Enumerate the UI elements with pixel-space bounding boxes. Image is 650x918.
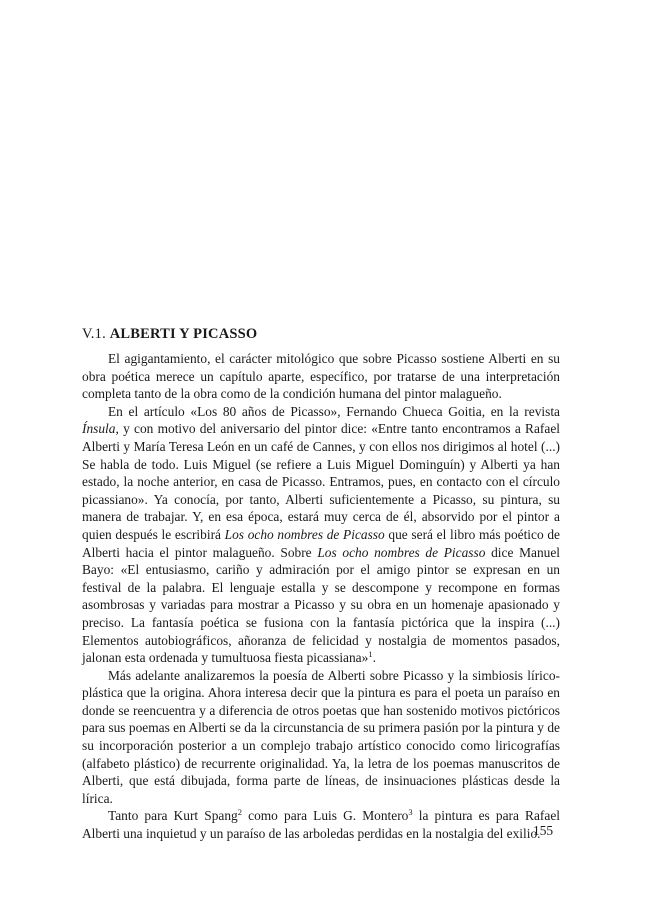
section-number: V.1. [82,326,106,342]
paragraph-2-text-e: que será el libro más poético de Alberti hacia el pintor malagueño. Sobre [82,526,560,560]
paragraph-4 [82,807,560,842]
footnote-marker: 1 [368,649,373,660]
body-text [82,350,560,843]
paragraph-2 [82,403,560,667]
paragraph-4-text-b: como para Luis G. Montero [242,808,409,824]
section-heading [82,326,257,343]
footnote-marker: 3 [408,807,413,818]
book-title: Los ocho nombres de Picasso [317,544,486,560]
paragraph-3: Más adelante analizaremos la poesía de Alberti sobre Picasso y la simbiosis lírico-plástica que la origina. Ahora interesa decir que la pintura es para el poeta un paraíso en donde se reencuentra y a diferencia de otros poetas que han sostenido motivos pictóricos para sus poemas en Alberti se da la circunstancia de su primera pasión por la pintura y de su incorporación posterior a un complejo trabajo artístico conocido como liricografías (alfabeto plástico) de recurrente originalidad. Ya, la letra de los poemas manuscritos de Alberti, que está dibujada, forma parte de líneas, de insinuaciones plásticas desde la lírica. [82,667,560,806]
paragraph-4-text-c: la pintura es para Rafael Alberti una inquietud y un paraíso de las arboledas perdidas en la nostalgia del exilio. [82,808,560,842]
paragraph-4-text-a: Tanto para Kurt Spang [108,808,238,824]
section-title: ALBERTI Y PICASSO [109,326,258,342]
paragraph-2-text-c: , y con motivo del aniversario del pintor dice: «Entre tanto encontramos a Rafael Alberti y María Teresa León en un café de Cannes, y con ellos nos dirigimos al hotel (...) Se habla de todo. Luis Miguel (se refiere a Luis Miguel Dominguín) y Alberti ya han estado, la noche anterior, en casa de Picasso. Entramos, pues, en contacto con el círculo picassiano». Ya conocía, por tanto, Alberti suficientemente a Picasso, su pintura, su manera de trabajar. Y, en esa época, estará muy cerca de él, absorvido por el pintor a quien después le escribirá [82,421,560,542]
footnote-marker: 2 [237,807,242,818]
paragraph-1: El agigantamiento, el carácter mitológico que sobre Picasso sostiene Alberti en su obra poética merece un capítulo aparte, específico, por tratarse de una interpretación completa tanto de la obra como de la condición humana del pintor malagueño. [82,351,560,402]
book-title: Los ocho nombres de Picasso [224,526,385,542]
page-number: 155 [533,823,554,838]
journal-title: Ínsula [82,421,116,437]
paragraph-2-text-a: En el artículo «Los 80 años de Picasso», Fernando Chueca Goitia, en la revista [108,403,560,419]
paragraph-2-text-h: . [372,650,376,666]
paragraph-2-text-g: dice Manuel Bayo: «El entusiasmo, cariño y admiración por el amigo pintor se expresan en un festival de la palabra. El lenguaje estalla y se descompone y recompone en formas asombrosas y variadas para mostrar a Picasso y su obra en un homenaje apasionado y preciso. La fantasía poética se fusiona con la fantasía pictórica que la inspira (...) Elementos autobiográficos, añoranza de felicidad y nostalgia de momentos pasados, jalonan esta ordenada y tumultuosa fiesta picassiana» [82,544,560,666]
